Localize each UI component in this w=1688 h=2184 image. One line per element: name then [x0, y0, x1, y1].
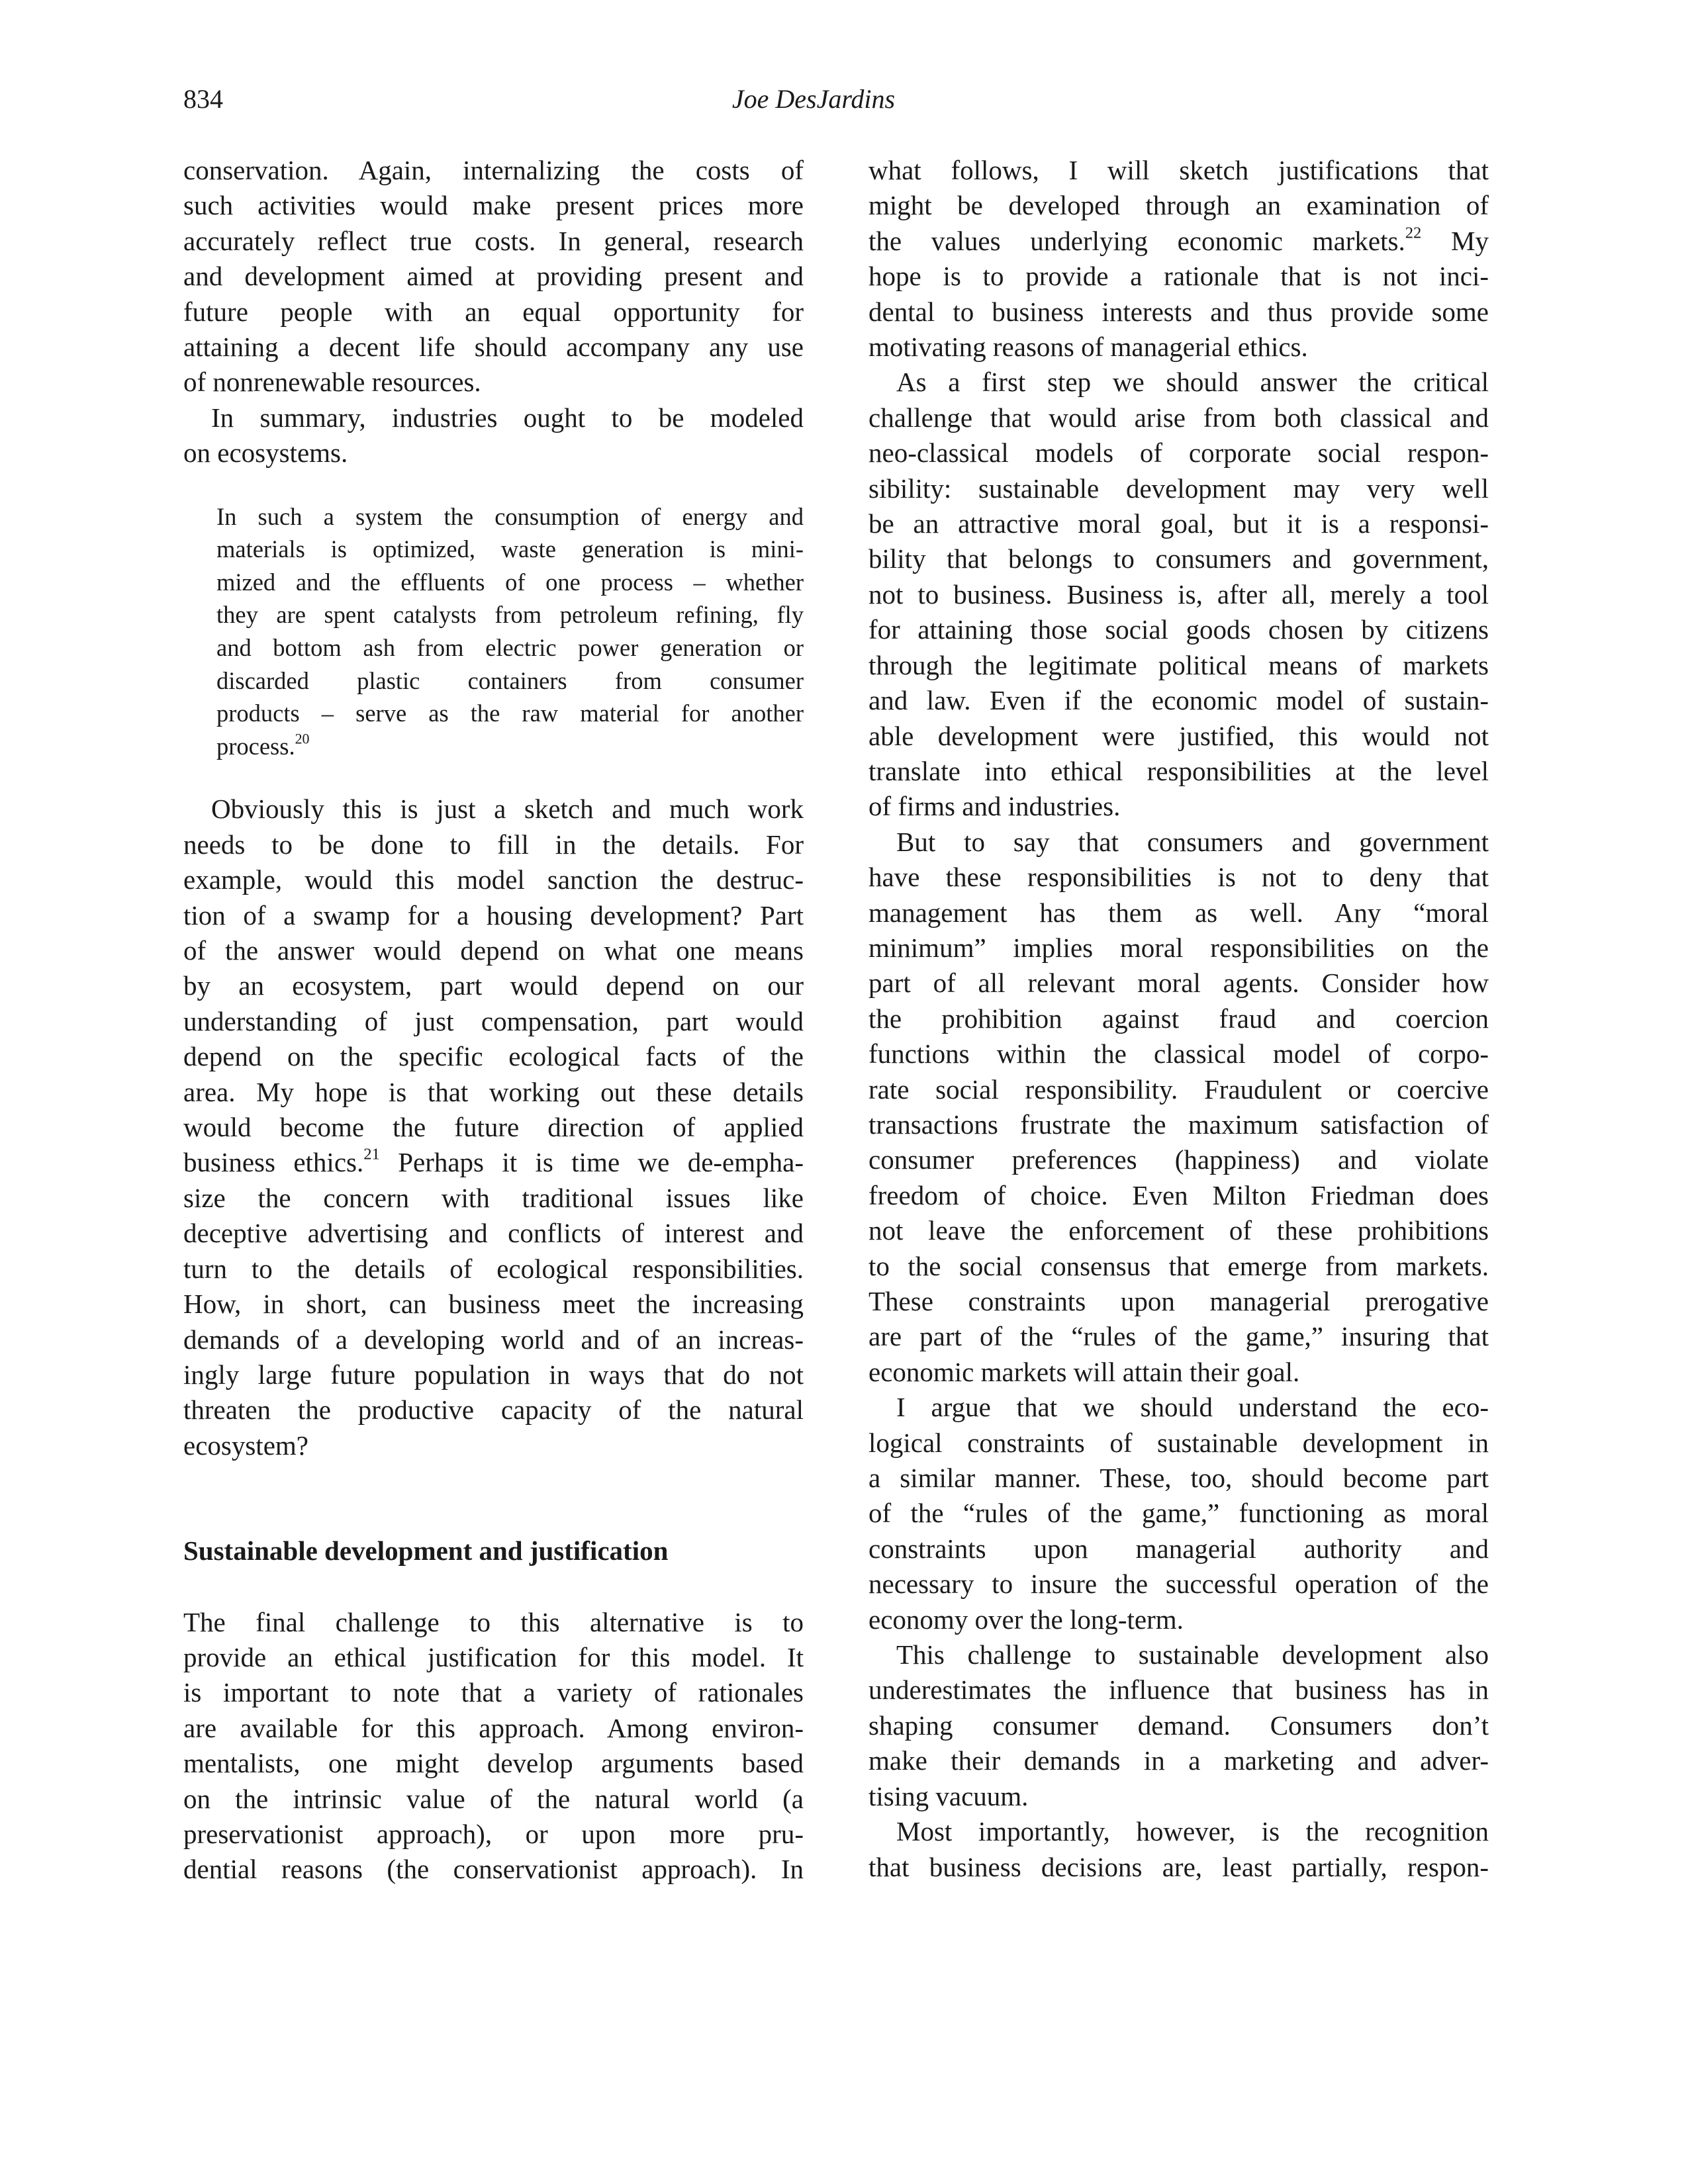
text-line: ecosystem?: [183, 1430, 308, 1461]
paragraph: [183, 400, 804, 471]
text-line: In such a system the consumption of energy and: [216, 502, 804, 530]
text-line: dential reasons (the conservationist approach). In: [183, 1854, 804, 1885]
text-line: attaining a decent life should accompany any use: [183, 332, 804, 363]
text-line: bility that belongs to consumers and government,: [868, 543, 1489, 574]
text-line: translate into ethical responsibilities at the level: [868, 755, 1489, 786]
text-line: be an attractive moral goal, but it is a responsi-: [868, 508, 1489, 539]
text-line: materials is optimized, waste generation is mini-: [216, 535, 804, 563]
text-line: sibility: sustainable development may very well: [868, 473, 1489, 504]
paragraph: [868, 1637, 1489, 1814]
text-line: area. My hope is that working out these details: [183, 1076, 804, 1107]
text-line: conservation. Again, internalizing the costs of: [183, 155, 804, 185]
text-line: of firms and industries.: [868, 791, 1121, 822]
text-line: dental to business interests and thus provide some: [868, 296, 1489, 327]
text-line: In summary, industries ought to be modeled: [211, 402, 804, 433]
paragraph: [183, 792, 804, 1463]
text-line: products – serve as the raw material for another: [216, 700, 804, 727]
text-line: challenge that would arise from both classical and: [868, 402, 1489, 433]
text-line: ingly large future population in ways that do not: [183, 1359, 804, 1390]
text-line: logical constraints of sustainable development in: [868, 1427, 1489, 1458]
paragraph: [868, 365, 1489, 824]
text-line: make their demands in a marketing and adver-: [868, 1745, 1489, 1776]
text-line: of nonrenewable resources.: [183, 367, 481, 398]
text-line: freedom of choice. Even Milton Friedman does: [868, 1179, 1489, 1210]
text-line: are available for this approach. Among environ-: [183, 1712, 804, 1743]
left-column: [183, 153, 804, 1888]
text-line: neo-classical models of corporate social respon-: [868, 437, 1489, 469]
text-line: might be developed through an examination of: [868, 190, 1489, 221]
text-line: economy over the long-term.: [868, 1604, 1184, 1635]
text-line: I argue that we should understand the eco-: [896, 1392, 1489, 1423]
footnote-ref[interactable]: 21: [363, 1146, 380, 1164]
text-line: turn to the details of ecological responsibilities.: [183, 1253, 804, 1284]
text-line: needs to be done to fill in the details. For: [183, 829, 804, 860]
text-line: and development aimed at providing present and: [183, 261, 804, 292]
text-line: and bottom ash from electric power generation or: [216, 634, 804, 662]
text-line: But to say that consumers and government: [896, 826, 1489, 857]
text-line: example, would this model sanction the destruc-: [183, 864, 804, 895]
footnote-ref[interactable]: 22: [1405, 224, 1422, 242]
text-line: discarded plastic containers from consumer: [216, 666, 804, 694]
text-line: preservationist approach), or upon more pru-: [183, 1818, 804, 1849]
text-line: able development were justified, this would not: [868, 720, 1489, 751]
text-line: tising vacuum.: [868, 1780, 1029, 1811]
text-line: on the intrinsic value of the natural world (a: [183, 1783, 804, 1814]
text-line: would become the future direction of applied: [183, 1112, 804, 1143]
text-line: understanding of just compensation, part would: [183, 1005, 804, 1036]
text-line: and law. Even if the economic model of sustain-: [868, 685, 1489, 716]
text-line: is important to note that a variety of rationales: [183, 1677, 804, 1708]
page-number: 834: [183, 84, 223, 114]
text-line: part of all relevant moral agents. Consider how: [868, 968, 1489, 999]
text-line: constraints upon managerial authority and: [868, 1533, 1489, 1564]
text-line: mized and the effluents of one process – whether: [216, 568, 804, 596]
running-head-author: Joe DesJardins: [731, 84, 896, 114]
text-line: size the concern with traditional issues like: [183, 1182, 804, 1213]
text-line: The final challenge to this alternative is to: [183, 1606, 804, 1637]
text-line: provide an ethical justification for this model. It: [183, 1641, 804, 1672]
text-line: that business decisions are, least partially, respon-: [868, 1851, 1489, 1882]
text-line: not leave the enforcement of these prohibitions: [868, 1215, 1489, 1246]
text-fragment: Perhaps it is time we de-empha-: [379, 1147, 804, 1178]
text-line: for attaining those social goods chosen by citizens: [868, 614, 1489, 645]
text-line: the prohibition against fraud and coercion: [868, 1003, 1489, 1034]
text-fragment: process.: [216, 732, 295, 760]
text-line: [216, 730, 804, 763]
paragraph: [868, 1390, 1489, 1637]
section-heading: Sustainable development and justification: [183, 1535, 669, 1567]
text-line: [868, 224, 1489, 259]
text-line: of the answer would depend on what one means: [183, 935, 804, 966]
text-line: management has them as well. Any “moral: [868, 897, 1489, 928]
text-line: what follows, I will sketch justifications that: [868, 155, 1489, 185]
text-line: on ecosystems.: [183, 437, 348, 469]
text-line: [183, 1145, 804, 1180]
footnote-ref[interactable]: 20: [295, 730, 310, 747]
text-line: threaten the productive capacity of the natural: [183, 1394, 804, 1426]
text-line: This challenge to sustainable development also: [896, 1639, 1489, 1670]
paragraph: [868, 1814, 1489, 1885]
text-line: to the social consensus that emerge from markets.: [868, 1250, 1489, 1281]
text-line: are part of the “rules of the game,” insuring that: [868, 1321, 1489, 1352]
text-line: of the “rules of the game,” functioning as moral: [868, 1498, 1489, 1529]
text-line: underestimates the influence that business has in: [868, 1674, 1489, 1706]
text-line: a similar manner. These, too, should become part: [868, 1463, 1489, 1494]
text-fragment: My: [1421, 225, 1489, 256]
text-line: How, in short, can business meet the increasing: [183, 1289, 804, 1320]
text-line: tion of a swamp for a housing development? Part: [183, 899, 804, 931]
text-line: Most importantly, however, is the recognition: [896, 1816, 1489, 1847]
text-line: consumer preferences (happiness) and violate: [868, 1144, 1489, 1175]
text-line: they are spent catalysts from petroleum refining, fly: [216, 601, 804, 629]
text-fragment: business ethics.: [183, 1147, 364, 1178]
text-line: Obviously this is just a sketch and much work: [211, 794, 804, 825]
paragraph: [183, 1605, 804, 1888]
block-quote: [183, 500, 804, 763]
text-line: future people with an equal opportunity for: [183, 296, 804, 327]
text-line: mentalists, one might develop arguments based: [183, 1748, 804, 1779]
text-line: motivating reasons of managerial ethics.: [868, 332, 1308, 363]
text-line: necessary to insure the successful operation of the: [868, 1569, 1489, 1600]
paragraph: [868, 153, 1489, 365]
text-line: As a first step we should answer the critical: [896, 367, 1489, 398]
text-line: demands of a developing world and of an increas-: [183, 1324, 804, 1355]
text-line: not to business. Business is, after all, merely a tool: [868, 578, 1489, 610]
text-line: transactions frustrate the maximum satisfaction of: [868, 1109, 1489, 1140]
text-line: by an ecosystem, part would depend on our: [183, 970, 804, 1001]
text-line: through the legitimate political means of markets: [868, 649, 1489, 680]
text-line: depend on the specific ecological facts of the: [183, 1041, 804, 1072]
text-line: deceptive advertising and conflicts of interest and: [183, 1218, 804, 1249]
text-line: These constraints upon managerial prerogative: [868, 1286, 1489, 1316]
text-line: accurately reflect true costs. In general, research: [183, 225, 804, 256]
text-line: have these responsibilities is not to deny that: [868, 862, 1489, 893]
text-line: such activities would make present prices more: [183, 190, 804, 221]
right-column: [868, 153, 1489, 1885]
text-fragment: the values underlying economic markets.: [868, 225, 1405, 256]
text-line: economic markets will attain their goal.: [868, 1356, 1300, 1387]
text-line: functions within the classical model of corpo-: [868, 1038, 1489, 1069]
text-line: minimum” implies moral responsibilities on the: [868, 932, 1489, 963]
paragraph: [868, 825, 1489, 1390]
text-line: shaping consumer demand. Consumers don’t: [868, 1709, 1489, 1741]
paragraph: [183, 153, 804, 400]
text-line: rate social responsibility. Fraudulent or coercive: [868, 1073, 1489, 1105]
text-line: hope is to provide a rationale that is not inci-: [868, 261, 1489, 292]
